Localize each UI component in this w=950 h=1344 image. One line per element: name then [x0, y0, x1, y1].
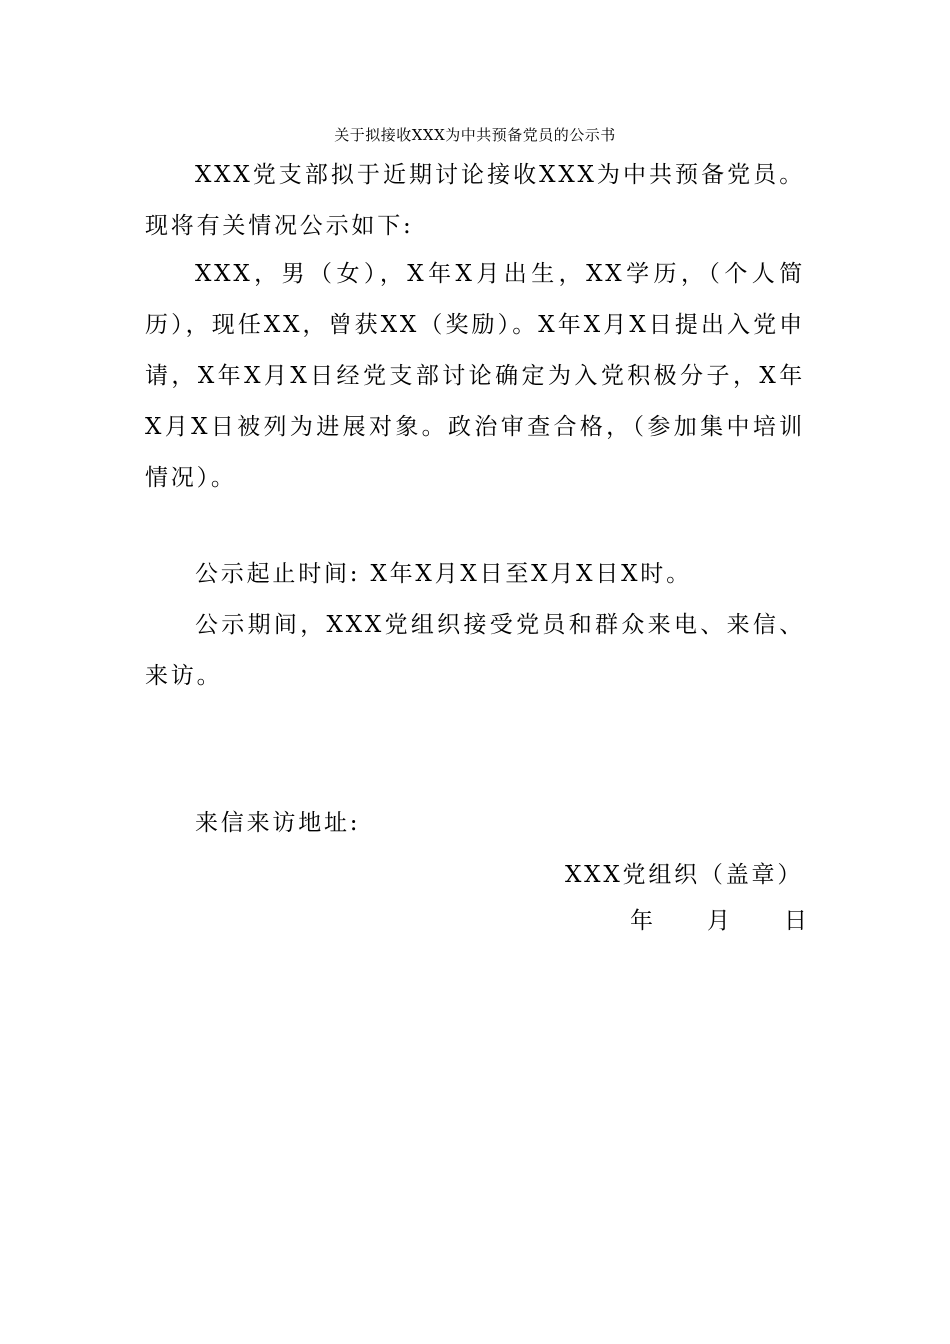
document-title: 关于拟接收XXX为中共预备党员的公示书 — [334, 126, 616, 144]
intro-paragraph: XXX党支部拟于近期讨论接收XXX为中共预备党员。现将有关情况公示如下: — [145, 162, 805, 239]
date-month-label: 月 — [707, 908, 730, 934]
feedback-channels-paragraph: 公示期间，XXX党组织接受党员和群众来电、来信、来访。 — [145, 612, 805, 689]
publicity-period-paragraph: 公示起止时间: X年X月X日至X月X日X时。 — [195, 561, 692, 587]
date-day-label: 日 — [784, 908, 807, 934]
date-year-label: 年 — [630, 908, 653, 934]
signature-organization: XXX党组织（盖章） — [565, 862, 804, 888]
contact-address-paragraph: 来信来访地址: — [195, 810, 361, 836]
candidate-info-paragraph: XXX，男（女），X年X月出生，XX学历，（个人简历），现任XX，曾获XX（奖励）。X年X月X日提出入党申请，X年X月X日经党支部讨论确定为入党积极分子，X年X月X日被列为进展对象。政治审查合格，（参加集中培训情况）。 — [145, 261, 805, 491]
